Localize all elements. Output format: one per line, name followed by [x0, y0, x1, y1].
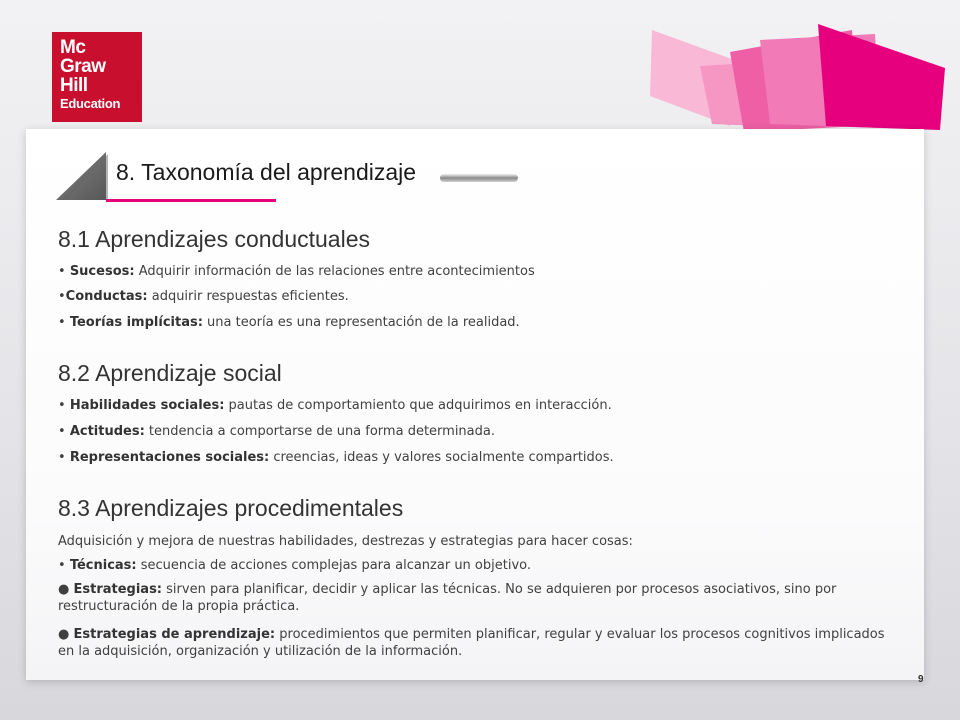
list-item: • Actitudes: tendencia a comportarse de una forma determinada.	[58, 424, 495, 439]
list-item: • Habilidades sociales: pautas de comportamiento que adquirimos en interacción.	[58, 398, 612, 413]
list-item: • Técnicas: secuencia de acciones complejas para alcanzar un objetivo.	[58, 558, 532, 573]
section-1-heading: 8.1 Aprendizajes conductuales	[58, 226, 370, 252]
list-item: ● Estrategias de aprendizaje: procedimientos que permiten planificar, regular y evaluar los procesos cognitivos implicados en la adquisición, organización y utilización de la información.	[58, 627, 885, 659]
list-item: • Representaciones sociales: creencias, ideas y valores socialmente compartidos.	[58, 450, 614, 465]
slide-title: 8. Taxonomía del aprendizaje	[116, 159, 417, 185]
list-item: •Conductas: adquirir respuestas eficientes.	[58, 289, 349, 304]
list-item: • Teorías implícitas: una teoría es una representación de la realidad.	[58, 315, 520, 330]
title-underline	[106, 199, 276, 202]
list-item: ● Estrategias: sirven para planificar, decidir y aplicar las técnicas. No se adquieren por procesos asociativos, sino por restructuración de la propia práctica.	[58, 582, 837, 614]
section-3-intro: Adquisición y mejora de nuestras habilidades, destrezas y estrategias para hacer cosas:	[58, 534, 633, 549]
list-item: • Sucesos: Adquirir información de las relaciones entre acontecimientos	[58, 264, 535, 279]
section-2-heading: 8.2 Aprendizaje social	[58, 360, 282, 386]
page-number: 9	[918, 674, 924, 685]
mcgraw-hill-logo: Mc Graw Hill Education	[52, 32, 142, 122]
section-3-heading: 8.3 Aprendizajes procedimentales	[58, 495, 404, 521]
